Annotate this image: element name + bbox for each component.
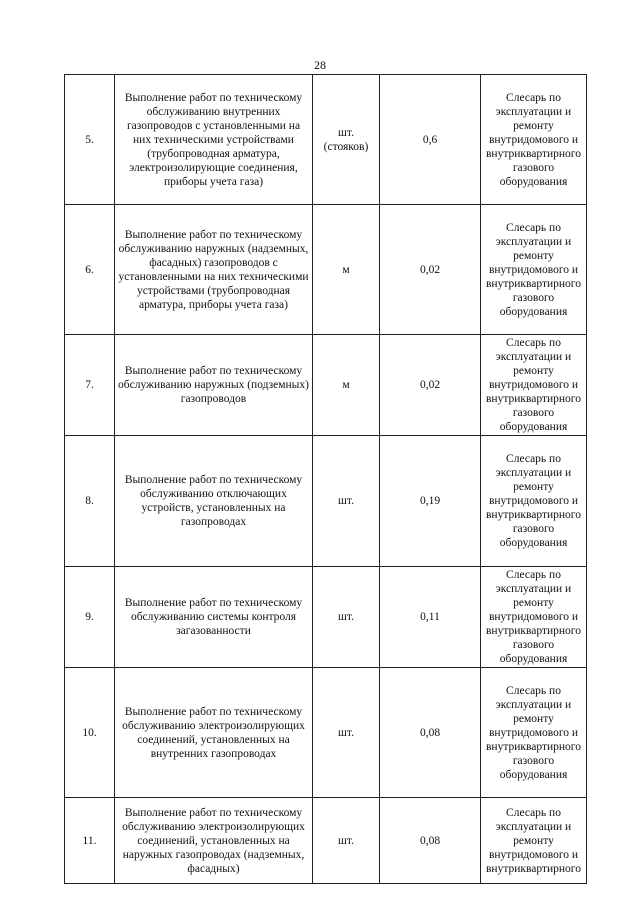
row-number: 9. <box>65 567 115 668</box>
table-row <box>65 798 587 884</box>
row-number: 7. <box>65 335 115 436</box>
row-number: 8. <box>65 436 115 567</box>
norm-value: 0,08 <box>380 668 481 798</box>
norm-value: 0,11 <box>380 567 481 668</box>
table-row <box>65 205 587 335</box>
norm-value: 0,19 <box>380 436 481 567</box>
worker-role: Слесарь по эксплуатации и ремонту внутридомового и внутриквартирного газового оборудования <box>481 205 587 335</box>
unit-cell: шт. <box>313 798 380 884</box>
table-row <box>65 668 587 798</box>
unit-cell: шт. (стояков) <box>313 75 380 205</box>
worker-role: Слесарь по эксплуатации и ремонту внутридомового и внутриквартирного газового оборудования <box>481 436 587 567</box>
work-description: Выполнение работ по техническому обслуживанию наружных (надземных, фасадных) газопроводов с установленными на них техническими устройствами (трубопроводная арматура, приборы учета газа) <box>115 205 313 335</box>
unit-cell: шт. <box>313 567 380 668</box>
unit-cell: м <box>313 335 380 436</box>
worker-role: Слесарь по эксплуатации и ремонту внутридомового и внутриквартирного газового оборудования <box>481 75 587 205</box>
work-description: Выполнение работ по техническому обслуживанию электроизолирующих соединений, установленных на наружных газопроводах (надземных, фасадных) <box>115 798 313 884</box>
worker-role: Слесарь по эксплуатации и ремонту внутридомового и внутриквартирного <box>481 798 587 884</box>
row-number: 11. <box>65 798 115 884</box>
table-row <box>65 436 587 567</box>
unit-cell: м <box>313 205 380 335</box>
norm-value: 0,6 <box>380 75 481 205</box>
row-number: 5. <box>65 75 115 205</box>
row-number: 6. <box>65 205 115 335</box>
norm-value: 0,02 <box>380 205 481 335</box>
norm-value: 0,02 <box>380 335 481 436</box>
row-number: 10. <box>65 668 115 798</box>
maintenance-table <box>64 74 587 884</box>
table-row <box>65 75 587 205</box>
unit-cell: шт. <box>313 436 380 567</box>
worker-role: Слесарь по эксплуатации и ремонту внутридомового и внутриквартирного газового оборудования <box>481 567 587 668</box>
work-description: Выполнение работ по техническому обслуживанию внутренних газопроводов с установленными на них техническими устройствами (трубопроводная арматура, электроизолирующие соединения, приборы учета газа) <box>115 75 313 205</box>
work-description: Выполнение работ по техническому обслуживанию электроизолирующих соединений, установленных на внутренних газопроводах <box>115 668 313 798</box>
table-row <box>65 567 587 668</box>
worker-role: Слесарь по эксплуатации и ремонту внутридомового и внутриквартирного газового оборудования <box>481 668 587 798</box>
table-row <box>65 335 587 436</box>
norm-value: 0,08 <box>380 798 481 884</box>
unit-cell: шт. <box>313 668 380 798</box>
worker-role: Слесарь по эксплуатации и ремонту внутридомового и внутриквартирного газового оборудования <box>481 335 587 436</box>
work-description: Выполнение работ по техническому обслуживанию наружных (подземных) газопроводов <box>115 335 313 436</box>
work-description: Выполнение работ по техническому обслуживанию отключающих устройств, установленных на газопроводах <box>115 436 313 567</box>
page-number: 28 <box>314 58 326 72</box>
work-description: Выполнение работ по техническому обслуживанию системы контроля загазованности <box>115 567 313 668</box>
